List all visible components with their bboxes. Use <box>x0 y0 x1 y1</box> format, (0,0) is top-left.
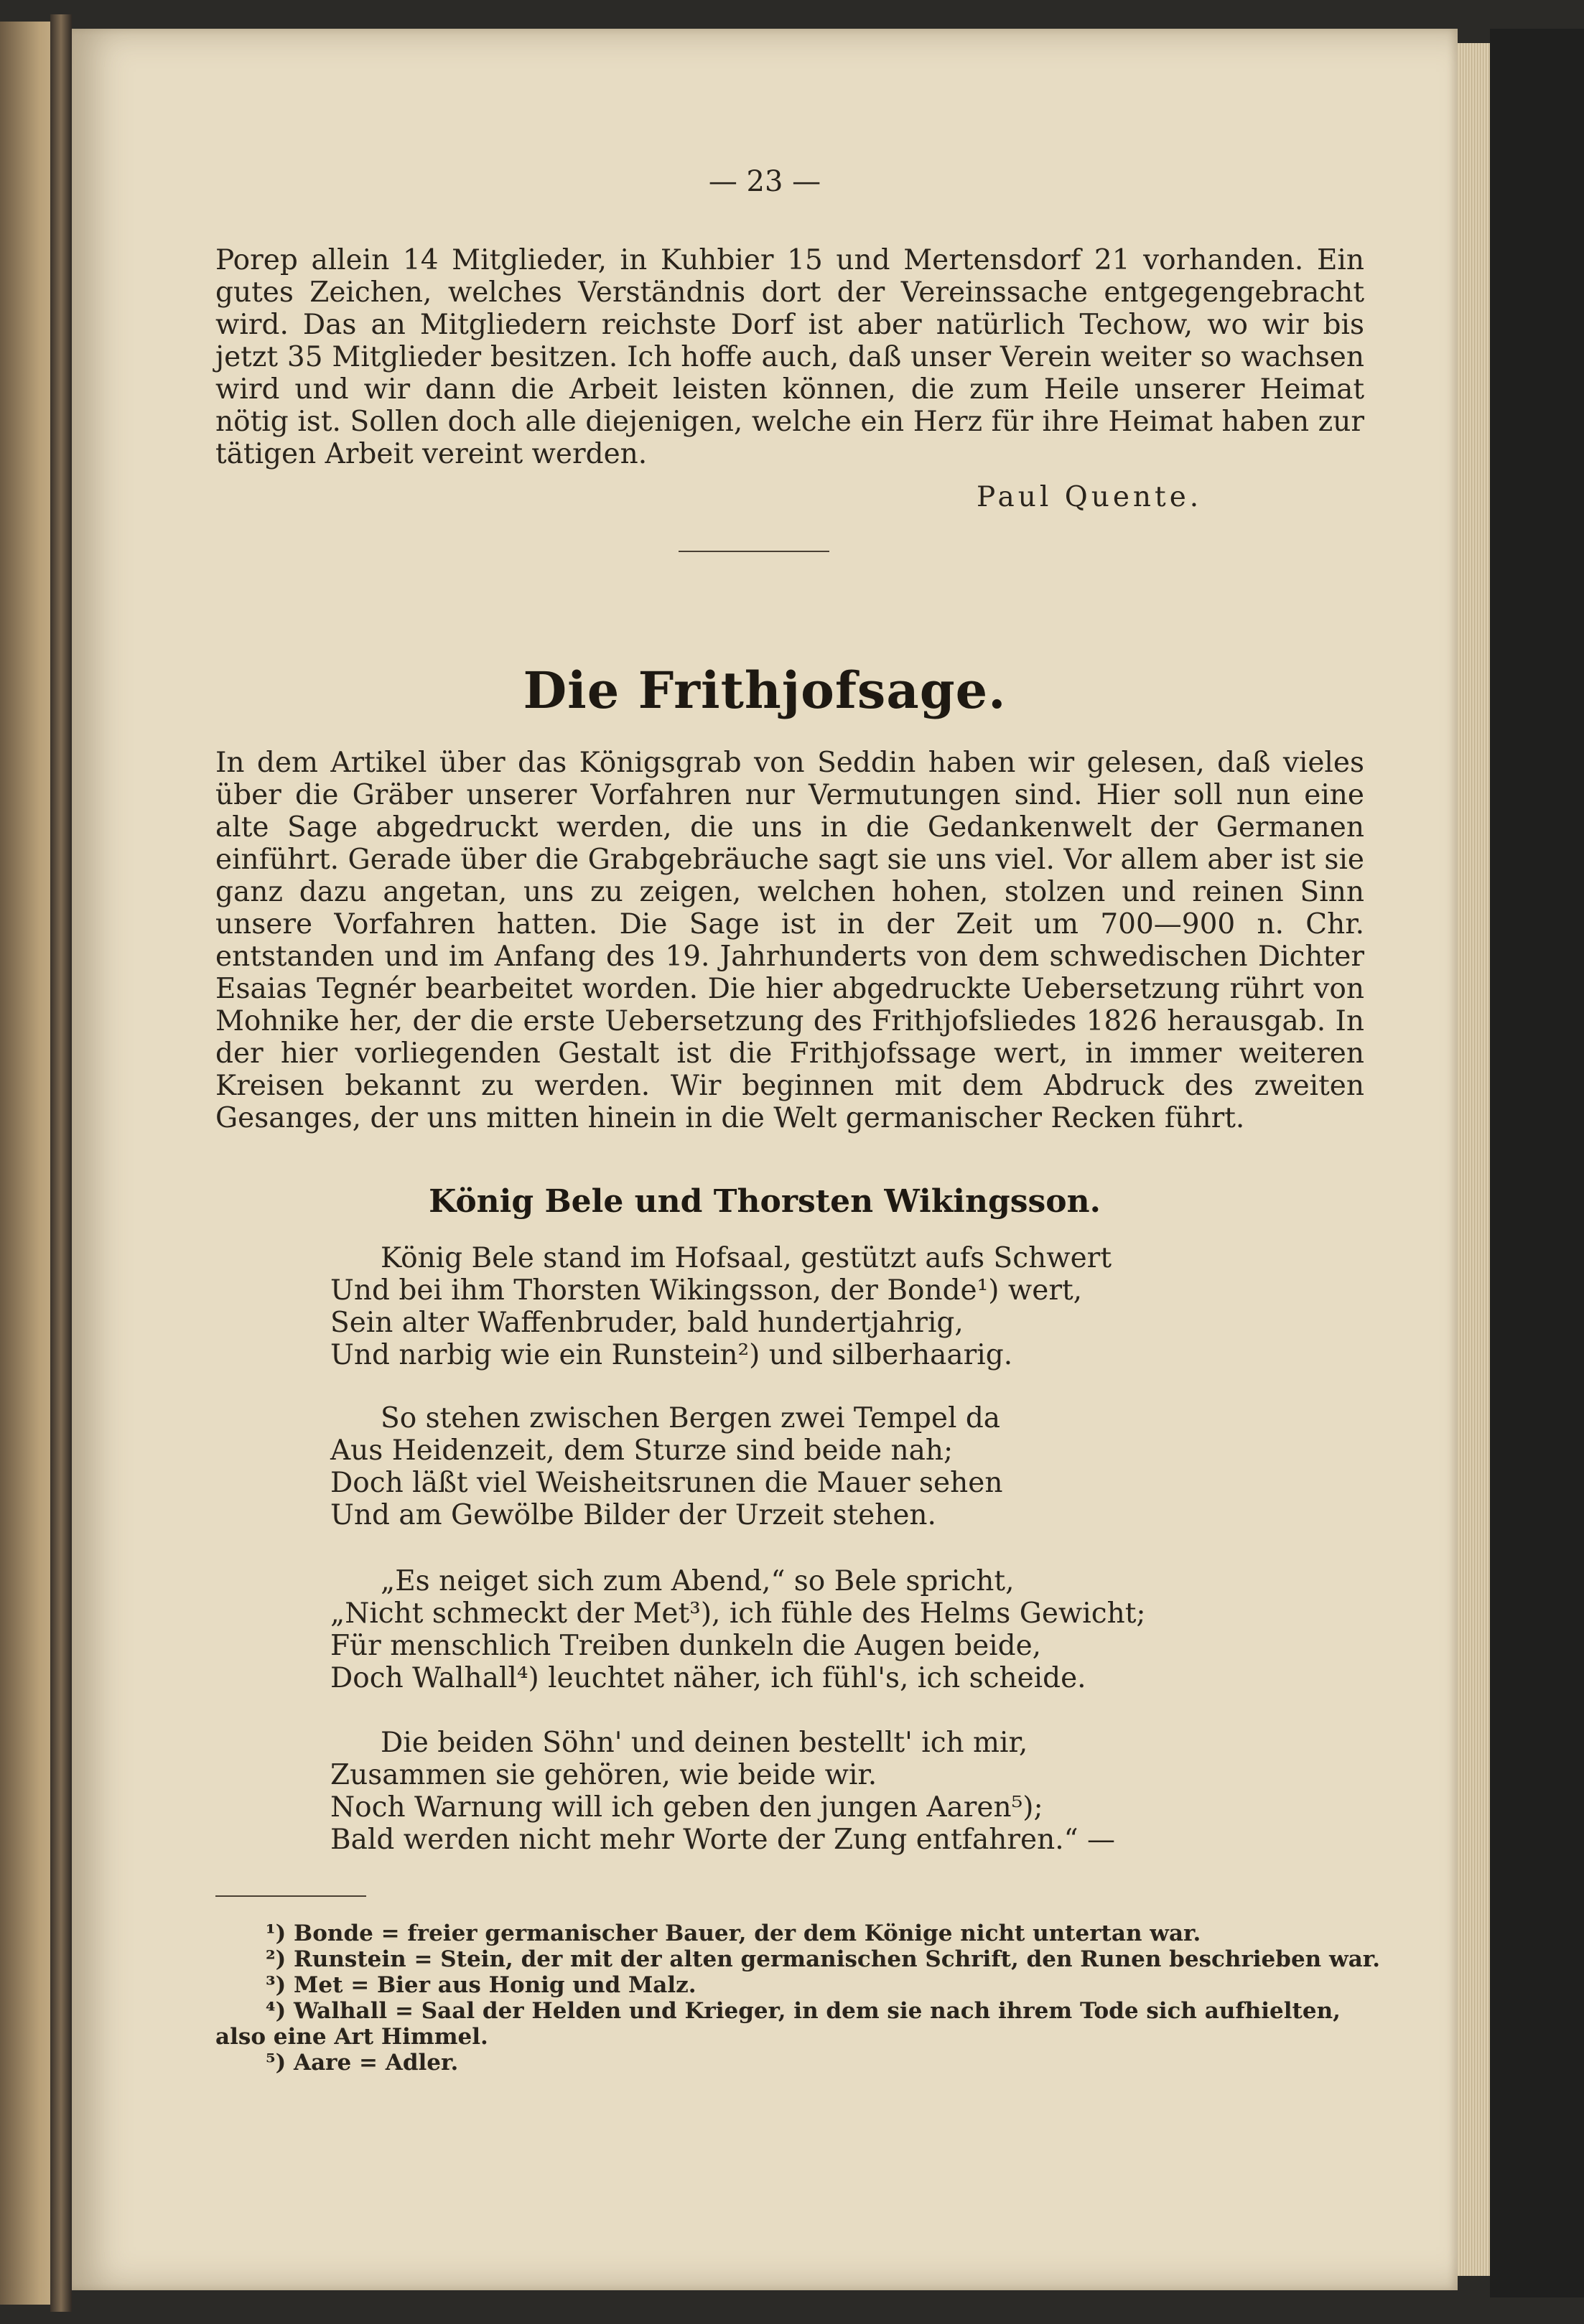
page-number: — 23 — <box>708 165 821 198</box>
footnote-continuation: also eine Art Himmel. <box>215 2024 488 2050</box>
verse-line: Für menschlich Treiben dunkeln die Augen beide, <box>330 1630 1042 1662</box>
opening-paragraph: Porep allein 14 Mitglieder, in Kuhbier 15 und Mertensdorf 21 vorhanden. Ein gutes Zeichen, welches Verständnis dort der Vereinssache entgegengebracht wird. Das an Mitgliedern reichste Dorf ist aber natürlich Techow, wo wir bis jetzt 35 Mitglieder besitzen. Ich hoffe auch, daß unser Verein weiter so wachsen wird und wir dann die Arbeit leisten können, die zum Heile unserer Heimat nötig ist. Sollen doch alle diejenigen, welche ein Herz für ihre Heimat haben zur tätigen Arbeit vereint werden. <box>215 244 1364 470</box>
verse-line: „Es neiget sich zum Abend,“ so Bele spricht, <box>381 1565 1015 1597</box>
verse-line: Doch läßt viel Weisheitsrunen die Mauer sehen <box>330 1467 1003 1499</box>
footnote: ⁵) Aare = Adler. <box>266 2050 459 2076</box>
stanza <box>330 1727 1336 1856</box>
author-signature: Paul Quente. <box>977 481 1203 513</box>
page <box>72 29 1458 2290</box>
verse-line: Aus Heidenzeit, dem Sturze sind beide nah; <box>330 1434 954 1467</box>
verse-line: Und am Gewölbe Bilder der Urzeit stehen. <box>330 1499 936 1531</box>
footnote: ²) Runstein = Stein, der mit der alten germanischen Schrift, den Runen beschrieben war. <box>266 1946 1381 1972</box>
verse-line: Zusammen sie gehören, wie beide wir. <box>330 1759 877 1791</box>
stanza <box>330 1565 1336 1694</box>
footnote: ³) Met = Bier aus Honig und Malz. <box>266 1972 697 1998</box>
verse-line: Und bei ihm Thorsten Wikingsson, der Bonde¹) wert, <box>330 1274 1083 1307</box>
stanza <box>330 1402 1336 1531</box>
page-block-edge <box>1458 43 1490 2276</box>
verse-line: König Bele stand im Hofsaal, gestützt aufs Schwert <box>381 1242 1112 1274</box>
verse-line: Die beiden Söhn' und deinen bestellt' ich mir, <box>381 1727 1028 1759</box>
verse-line: Doch Walhall⁴) leuchtet näher, ich fühl's, ich scheide. <box>330 1662 1086 1694</box>
verse-line: Sein alter Waffenbruder, bald hundertjahrig, <box>330 1307 964 1339</box>
verse-line: Noch Warnung will ich geben den jungen Aaren⁵); <box>330 1791 1043 1824</box>
book-cover-edge <box>1490 29 1584 2297</box>
footnote: ¹) Bonde = freier germanischer Bauer, der dem Könige nicht untertan war. <box>266 1921 1201 1946</box>
footnote-divider <box>215 1895 366 1897</box>
footnote: ⁴) Walhall = Saal der Helden und Krieger, in dem sie nach ihrem Tode sich aufhielten, <box>266 1998 1341 2024</box>
book-spine <box>50 14 72 2312</box>
footnotes <box>215 1921 1381 2076</box>
stanza <box>330 1242 1336 1371</box>
verse-line: „Nicht schmeckt der Met³), ich fühle des Helms Gewicht; <box>330 1597 1146 1630</box>
section-divider <box>679 551 829 552</box>
verse-line: Bald werden nicht mehr Worte der Zung entfahren.“ — <box>330 1824 1115 1856</box>
verse-line: Und narbig wie ein Runstein²) und silberhaarig. <box>330 1339 1013 1371</box>
poem-title: König Bele und Thorsten Wikingsson. <box>429 1183 1101 1220</box>
intro-paragraph: In dem Artikel über das Königsgrab von Seddin haben wir gelesen, daß vieles über die Gräber unserer Vorfahren nur Vermutungen sind. Hier soll nun eine alte Sage abgedruckt werden, die uns in die Gedankenwelt der Germanen einführt. Gerade über die Grabgebräuche sagt sie uns viel. Vor allem aber ist sie ganz dazu angetan, uns zu zeigen, welchen hohen, stolzen und reinen Sinn unsere Vorfahren hatten. Die Sage ist in der Zeit um 700—900 n. Chr. entstanden und im Anfang des 19. Jahrhunderts von dem schwedischen Dichter Esaias Tegnér bearbeitet worden. Die hier abgedruckte Uebersetzung rührt von Mohnike her, der die erste Uebersetzung des Frithjofsliedes 1826 herausgab. In der hier vorliegenden Gestalt ist die Frithjofssage wert, in immer weiteren Kreisen bekannt zu werden. Wir beginnen mit dem Abdruck des zweiten Gesanges, der uns mitten hinein in die Welt germanischer Recken führt. <box>215 747 1364 1134</box>
verse-line: So stehen zwischen Bergen zwei Tempel da <box>381 1402 1001 1434</box>
article-title: Die Frithjofsage. <box>523 661 1007 720</box>
